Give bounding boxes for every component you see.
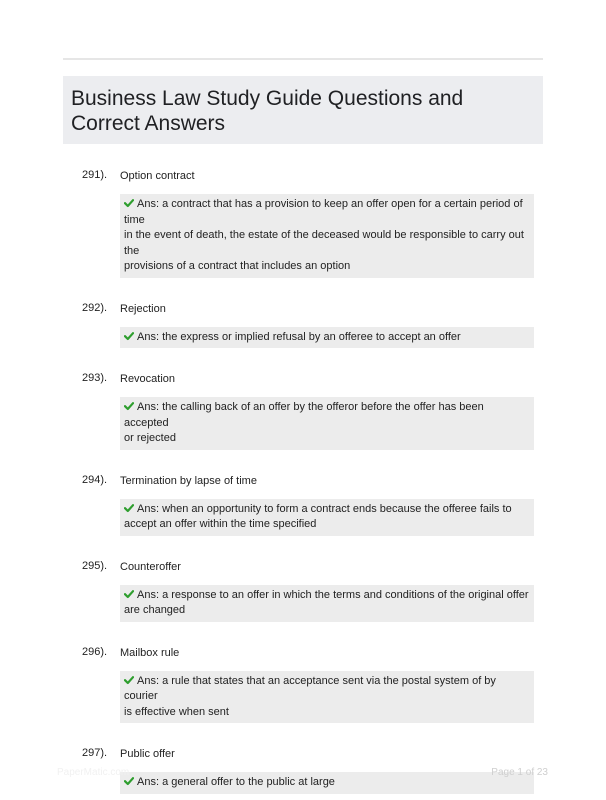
answer-line: or rejected — [124, 432, 176, 444]
answer-line — [124, 588, 529, 604]
question-text: Revocation — [120, 373, 176, 385]
question-text: Rejection — [120, 302, 166, 315]
answer-line: time — [124, 213, 145, 226]
answer-box — [120, 499, 534, 536]
answer-text: Ans: a contract that has a provision to keep an offer open for a certain period of — [137, 198, 523, 210]
qa-item — [0, 371, 606, 450]
question-row — [0, 559, 606, 578]
question-number: 293). — [82, 372, 108, 384]
page-number: Page 1 of 23 — [491, 767, 548, 778]
question-row — [0, 746, 606, 765]
title-banner — [63, 76, 543, 144]
answer-line: accept an offer within the time specified — [124, 518, 317, 530]
question-number: 295). — [82, 559, 108, 572]
answer-text: Ans: the express or implied refusal by an offeree to accept an offer — [137, 330, 461, 343]
question-text: Termination by lapse of time — [120, 474, 257, 487]
answer-text: Ans: a general offer to the public at large — [137, 776, 335, 788]
answer-line — [124, 197, 529, 213]
question-row — [0, 168, 606, 187]
answer-box — [120, 397, 534, 450]
top-divider — [63, 58, 543, 60]
answer-line: in the event of death, the estate of the deceased would be responsible to carry out the — [124, 229, 524, 257]
answer-box — [120, 194, 534, 278]
check-icon — [124, 503, 134, 513]
answer-line — [124, 400, 529, 431]
qa-list — [0, 168, 606, 794]
check-icon — [124, 675, 134, 685]
qa-item — [0, 168, 606, 278]
answer-line — [124, 775, 529, 791]
question-number: 297). — [82, 747, 108, 759]
answer-line: are changed — [124, 604, 186, 616]
answer-box — [120, 327, 534, 349]
qa-item — [0, 473, 606, 536]
question-number: 291). — [82, 169, 108, 181]
question-row — [0, 371, 606, 390]
answer-text: Ans: when an opportunity to form a contract ends because the offeree fails to — [137, 502, 512, 515]
question-number: 292). — [82, 301, 108, 314]
answer-box — [120, 772, 534, 794]
answer-line — [124, 674, 529, 705]
question-text: Option contract — [120, 170, 195, 182]
qa-item — [0, 559, 606, 622]
check-icon — [124, 589, 134, 599]
answer-box — [120, 671, 534, 724]
page-title: Business Law Study Guide Questions and Correct Answers — [71, 87, 464, 135]
answer-line: is effective when sent — [124, 705, 229, 718]
footer-watermark: PaperMatic.com — [57, 767, 130, 778]
check-icon — [124, 401, 134, 411]
question-row — [0, 301, 606, 320]
question-row — [0, 645, 606, 664]
answer-text: Ans: a rule that states that an acceptance sent via the postal system of by courier — [124, 674, 496, 702]
answer-box — [120, 585, 534, 622]
answer-text: Ans: the calling back of an offer by the offeror before the offer has been accepted — [124, 401, 484, 429]
qa-item — [0, 301, 606, 349]
answer-line: provisions of a contract that includes an option — [124, 260, 351, 272]
question-number: 294). — [82, 473, 108, 486]
qa-item — [0, 645, 606, 724]
answer-text: Ans: a response to an offer in which the terms and conditions of the original offer — [137, 588, 529, 601]
question-text: Mailbox rule — [120, 646, 180, 659]
check-icon — [124, 331, 134, 341]
question-text: Public offer — [120, 748, 175, 760]
check-icon — [124, 198, 134, 208]
question-number: 296). — [82, 645, 108, 658]
answer-line — [124, 330, 529, 346]
question-row — [0, 473, 606, 492]
answer-line — [124, 502, 529, 518]
question-text: Counteroffer — [120, 560, 181, 573]
